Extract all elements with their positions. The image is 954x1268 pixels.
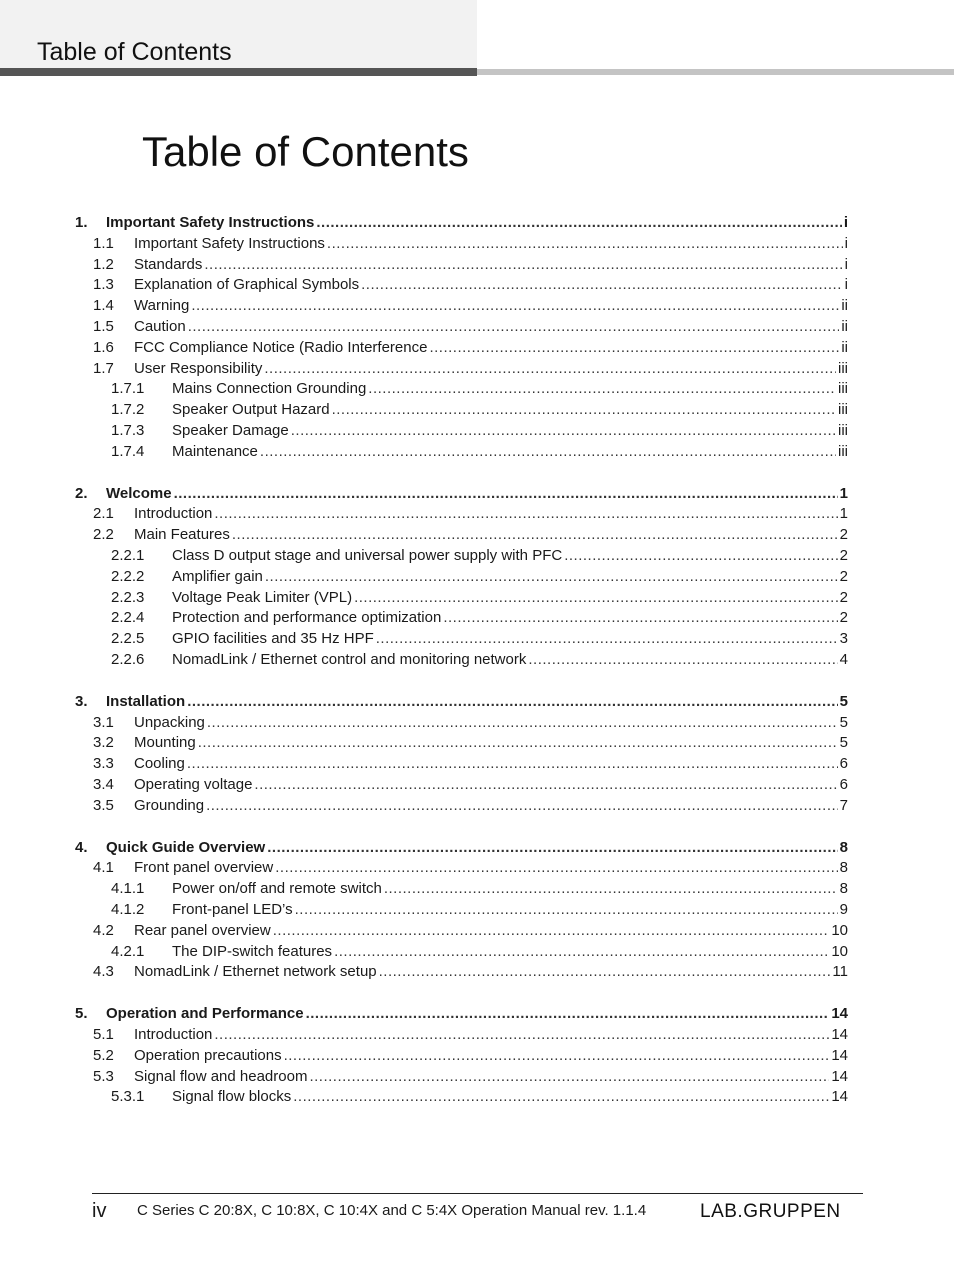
dot-leader bbox=[368, 379, 836, 399]
toc-entry-page: iii bbox=[838, 359, 848, 377]
toc-entry-label: Power on/off and remote switch bbox=[172, 880, 382, 898]
toc-entry-number: 4.2.1 bbox=[111, 942, 145, 960]
toc-entry-leader bbox=[172, 879, 848, 899]
toc-entry-page: 10 bbox=[831, 942, 848, 960]
dot-leader bbox=[443, 608, 837, 628]
toc-entry-number: 3.4 bbox=[93, 776, 114, 793]
toc-entry-label: Standards bbox=[134, 255, 203, 273]
toc-entry-page: 2 bbox=[839, 609, 848, 627]
toc-entry-label: Voltage Peak Limiter (VPL) bbox=[172, 588, 353, 606]
toc-entry-label: The DIP-switch features bbox=[172, 942, 333, 960]
toc-entry-label: Welcome bbox=[106, 484, 172, 502]
dot-leader bbox=[265, 567, 838, 587]
toc-entry-label: Main Features bbox=[134, 526, 230, 544]
toc-entry-leader bbox=[134, 359, 848, 379]
toc-entry-number: 4.1.1 bbox=[111, 880, 145, 898]
toc-entry-leader bbox=[134, 962, 848, 982]
footer-manual-title: C Series C 20:8X, C 10:8X, C 10:4X and C 5:4X Operation Manual rev. 1.1.4 bbox=[137, 1202, 647, 1219]
toc-entry[interactable] bbox=[0, 317, 954, 337]
dot-leader bbox=[306, 1004, 830, 1024]
dot-leader bbox=[284, 1046, 830, 1066]
toc-entry-label: Amplifier gain bbox=[172, 567, 263, 585]
toc-entry-number: 5.2 bbox=[93, 1046, 114, 1064]
toc-entry[interactable] bbox=[0, 359, 954, 379]
toc-entry-number: 1.4 bbox=[93, 297, 114, 315]
toc-entry-number: 4.2 bbox=[93, 921, 114, 939]
toc-entry-leader bbox=[134, 317, 848, 337]
toc-entry-leader bbox=[134, 525, 848, 545]
toc-entry-number: 1.7.4 bbox=[111, 442, 145, 460]
toc-entry-label: NomadLink / Ethernet control and monitoring network bbox=[172, 651, 527, 668]
header-section-title: Table of Contents bbox=[37, 38, 232, 66]
toc-entry-leader bbox=[134, 733, 848, 753]
toc-entry-leader bbox=[134, 275, 848, 295]
toc-entry-page: ii bbox=[841, 318, 848, 335]
toc-entry-page: 5 bbox=[839, 734, 848, 752]
toc-entry-label: Mounting bbox=[134, 734, 196, 752]
toc-entry[interactable] bbox=[0, 421, 954, 441]
dot-leader bbox=[528, 650, 837, 670]
toc-entry[interactable] bbox=[0, 255, 954, 275]
toc-entry-label: Installation bbox=[106, 692, 186, 710]
dot-leader bbox=[293, 1087, 829, 1107]
toc-entry-label: Signal flow and headroom bbox=[134, 1067, 308, 1085]
toc-entry-page: 14 bbox=[831, 1026, 848, 1043]
toc-entry-leader bbox=[172, 608, 848, 628]
dot-leader bbox=[291, 421, 836, 441]
toc-entry-label: Important Safety Instructions bbox=[134, 234, 325, 252]
toc-entry-label: Explanation of Graphical Symbols bbox=[134, 276, 360, 294]
toc-entry-number: 1.7 bbox=[93, 359, 114, 377]
toc-entry-leader bbox=[134, 1067, 848, 1087]
toc-entry[interactable] bbox=[0, 213, 954, 233]
toc-entry[interactable] bbox=[0, 1067, 954, 1087]
toc-entry-label: User Responsibility bbox=[134, 359, 263, 377]
toc-entry-number: 2.2 bbox=[93, 526, 114, 544]
toc-entry-label: Rear panel overview bbox=[134, 921, 271, 939]
dot-leader bbox=[273, 921, 830, 941]
toc-entry-number: 5. bbox=[75, 1005, 88, 1023]
toc-entry-number: 2.2.1 bbox=[111, 547, 145, 564]
toc-entry-page: 14 bbox=[831, 1088, 848, 1106]
toc-entry-label: Front panel overview bbox=[134, 859, 274, 877]
dot-leader bbox=[206, 796, 838, 816]
toc-entry[interactable] bbox=[0, 858, 954, 878]
toc-entry[interactable] bbox=[0, 692, 954, 712]
toc-entry-leader bbox=[172, 629, 848, 649]
toc-entry-label: Introduction bbox=[134, 505, 213, 523]
toc-entry-leader bbox=[134, 1046, 848, 1066]
dot-leader bbox=[198, 733, 838, 753]
toc-entry-page: iii bbox=[838, 442, 848, 460]
toc-entry-label: Mains Connection Grounding bbox=[172, 380, 367, 398]
toc-entry-page: 6 bbox=[839, 755, 848, 773]
toc-entry-leader bbox=[106, 484, 848, 504]
toc-entry-page: i bbox=[844, 255, 848, 273]
toc-entry-page: 7 bbox=[839, 796, 848, 814]
toc-entry-label: Maintenance bbox=[172, 442, 258, 460]
toc-entry[interactable] bbox=[0, 1004, 954, 1024]
toc-entry-page: 8 bbox=[839, 859, 848, 877]
toc-entry[interactable] bbox=[0, 296, 954, 316]
toc-entry-number: 2.2.3 bbox=[111, 588, 145, 606]
toc-entry-page: 10 bbox=[831, 921, 848, 939]
toc-entry[interactable] bbox=[0, 546, 954, 566]
toc-entry-number: 3.5 bbox=[93, 796, 114, 814]
toc-entry-label: Speaker Damage bbox=[172, 422, 289, 439]
toc-entry-number: 3. bbox=[75, 692, 88, 710]
toc-entry-leader bbox=[134, 234, 848, 254]
toc-entry-label: Grounding bbox=[134, 796, 205, 814]
toc-entry[interactable] bbox=[0, 338, 954, 358]
toc-entry-leader bbox=[134, 921, 848, 941]
toc-entry[interactable] bbox=[0, 942, 954, 962]
toc-entry-label: GPIO facilities and 35 Hz HPF bbox=[172, 630, 374, 648]
dot-leader bbox=[174, 484, 838, 504]
toc-entry-page: 1 bbox=[839, 505, 848, 523]
toc-entry[interactable] bbox=[0, 650, 954, 670]
toc-entry-page: 6 bbox=[839, 776, 848, 793]
toc-entry-number: 3.3 bbox=[93, 755, 114, 773]
toc-entry-number: 1.7.1 bbox=[111, 380, 145, 398]
dot-leader bbox=[191, 296, 839, 316]
toc-entry-number: 2.2.6 bbox=[111, 651, 145, 668]
toc-entry-page: ii bbox=[841, 338, 848, 356]
toc-entry[interactable] bbox=[0, 713, 954, 733]
toc-entry-leader bbox=[106, 692, 848, 712]
toc-entry-label: Class D output stage and universal power supply with PFC bbox=[172, 547, 563, 564]
toc-entry-leader bbox=[134, 713, 848, 733]
toc-entry-label: Signal flow blocks bbox=[172, 1088, 292, 1106]
toc-entry-label: Unpacking bbox=[134, 713, 205, 731]
toc-entry-leader bbox=[134, 858, 848, 878]
toc-entry[interactable] bbox=[0, 775, 954, 795]
toc-entry-leader bbox=[106, 213, 848, 233]
toc-entry-label: Quick Guide Overview bbox=[106, 838, 266, 856]
toc-entry-leader bbox=[172, 588, 848, 608]
toc-entry-page: 9 bbox=[839, 901, 848, 918]
dot-leader bbox=[254, 775, 837, 795]
toc-entry[interactable] bbox=[0, 588, 954, 608]
dot-leader bbox=[232, 525, 838, 545]
toc-entry-page: 2 bbox=[839, 547, 848, 564]
toc-entry-page: 8 bbox=[839, 838, 848, 856]
toc-entry-number: 2. bbox=[75, 484, 88, 502]
toc-entry[interactable] bbox=[0, 879, 954, 899]
toc-entry-leader bbox=[172, 942, 848, 962]
dot-leader bbox=[316, 213, 841, 233]
dot-leader bbox=[564, 546, 837, 566]
footer-rule bbox=[92, 1193, 863, 1194]
toc-entry[interactable] bbox=[0, 733, 954, 753]
toc-entry-number: 2.2.2 bbox=[111, 567, 145, 585]
dot-leader bbox=[267, 838, 837, 858]
toc-entry[interactable] bbox=[0, 400, 954, 420]
toc-entry-leader bbox=[134, 255, 848, 275]
toc-entry-leader bbox=[172, 400, 848, 420]
dot-leader bbox=[260, 442, 836, 462]
toc-entry[interactable] bbox=[0, 754, 954, 774]
dot-leader bbox=[309, 1067, 829, 1087]
toc-entry-number: 4.1 bbox=[93, 859, 114, 877]
toc-entry[interactable] bbox=[0, 504, 954, 524]
toc-entry-number: 1.2 bbox=[93, 255, 114, 273]
toc-entry-page: 8 bbox=[839, 880, 848, 898]
dot-leader bbox=[187, 692, 837, 712]
toc-entry[interactable] bbox=[0, 921, 954, 941]
toc-entry-label: Operation precautions bbox=[134, 1046, 282, 1064]
toc-entry-page: i bbox=[844, 276, 848, 294]
toc-entry[interactable] bbox=[0, 484, 954, 504]
toc-entry-label: Operation and Performance bbox=[106, 1005, 304, 1023]
toc-entry-page: iii bbox=[838, 422, 848, 439]
toc-entry-leader bbox=[134, 796, 848, 816]
toc-entry-page: 2 bbox=[839, 526, 848, 544]
toc-entry-leader bbox=[134, 296, 848, 316]
toc-entry-page: 4 bbox=[839, 651, 848, 668]
toc-entry-number: 1.7.2 bbox=[111, 401, 145, 419]
toc-entry-number: 1.5 bbox=[93, 318, 114, 335]
dot-leader bbox=[429, 338, 839, 358]
header-rule-dark bbox=[0, 68, 477, 76]
toc-entry-number: 1. bbox=[75, 214, 88, 231]
dot-leader bbox=[264, 359, 836, 379]
dot-leader bbox=[187, 754, 838, 774]
dot-leader bbox=[327, 234, 843, 254]
dot-leader bbox=[204, 255, 842, 275]
toc-entry-page: ii bbox=[841, 297, 848, 315]
dot-leader bbox=[295, 900, 838, 920]
toc-entry-label: Warning bbox=[134, 297, 190, 315]
toc-entry-leader bbox=[172, 900, 848, 920]
page-title: Table of Contents bbox=[142, 128, 469, 175]
toc-entry-number: 1.7.3 bbox=[111, 422, 145, 439]
toc-entry-number: 3.1 bbox=[93, 713, 114, 731]
toc-entry[interactable] bbox=[0, 608, 954, 628]
toc-entry[interactable] bbox=[0, 962, 954, 982]
toc-entry-label: Important Safety Instructions bbox=[106, 214, 315, 231]
toc-entry-number: 1.3 bbox=[93, 276, 114, 294]
toc-entry-page: i bbox=[844, 234, 848, 252]
dot-leader bbox=[214, 504, 837, 524]
toc-entry-label: Operating voltage bbox=[134, 776, 253, 793]
toc-entry-number: 2.1 bbox=[93, 505, 114, 523]
toc-entry[interactable] bbox=[0, 838, 954, 858]
toc-entry-number: 4.1.2 bbox=[111, 901, 145, 918]
toc-entry-page: 14 bbox=[831, 1005, 848, 1023]
toc-entry-label: Introduction bbox=[134, 1026, 213, 1043]
toc-entry-page: 1 bbox=[839, 484, 848, 502]
toc-entry-leader bbox=[134, 775, 848, 795]
toc-entry-leader bbox=[172, 442, 848, 462]
brand-logo: LAB.GRUPPEN bbox=[700, 1201, 841, 1222]
toc-entry-number: 1.6 bbox=[93, 338, 114, 356]
header-rule-light bbox=[477, 69, 954, 75]
toc-entry-leader bbox=[172, 650, 848, 670]
dot-leader bbox=[379, 962, 831, 982]
toc-entry-leader bbox=[172, 567, 848, 587]
dot-leader bbox=[334, 942, 829, 962]
toc-entry-number: 1.1 bbox=[93, 234, 114, 252]
toc-entry-page: 2 bbox=[839, 567, 848, 585]
dot-leader bbox=[275, 858, 837, 878]
toc-entry[interactable] bbox=[0, 525, 954, 545]
toc-entry-page: 5 bbox=[839, 692, 848, 710]
toc-entry[interactable] bbox=[0, 1046, 954, 1066]
dot-leader bbox=[188, 317, 840, 337]
toc-entry-page: iii bbox=[838, 401, 848, 419]
dot-leader bbox=[332, 400, 836, 420]
dot-leader bbox=[214, 1025, 829, 1045]
dot-leader bbox=[376, 629, 838, 649]
toc-entry-leader bbox=[172, 546, 848, 566]
toc-entry-label: NomadLink / Ethernet network setup bbox=[134, 963, 377, 981]
toc-entry-page: 5 bbox=[839, 713, 848, 731]
toc-entry[interactable] bbox=[0, 275, 954, 295]
toc-entry-label: Speaker Output Hazard bbox=[172, 401, 330, 419]
toc-entry[interactable] bbox=[0, 1025, 954, 1045]
toc-entry-leader bbox=[134, 504, 848, 524]
toc-entry-page: 2 bbox=[839, 588, 848, 606]
toc-entry-leader bbox=[172, 1087, 848, 1107]
dot-leader bbox=[384, 879, 838, 899]
toc-entry-label: Protection and performance optimization bbox=[172, 609, 442, 627]
toc-entry-label: Cooling bbox=[134, 755, 185, 773]
toc-entry-page: 14 bbox=[831, 1046, 848, 1064]
toc-entry[interactable] bbox=[0, 900, 954, 920]
toc-entry-leader bbox=[106, 838, 848, 858]
dot-leader bbox=[207, 713, 838, 733]
toc-entry[interactable] bbox=[0, 567, 954, 587]
toc-entry-number: 2.2.4 bbox=[111, 609, 145, 627]
toc-entry-number: 3.2 bbox=[93, 734, 114, 752]
toc-entry-page: 14 bbox=[831, 1067, 848, 1085]
toc-entry-number: 2.2.5 bbox=[111, 630, 145, 648]
toc-entry-page: i bbox=[843, 214, 848, 231]
toc-entry[interactable] bbox=[0, 379, 954, 399]
toc-entry-label: Front-panel LED’s bbox=[172, 901, 293, 918]
toc-entry-leader bbox=[134, 338, 848, 358]
toc-entry[interactable] bbox=[0, 442, 954, 462]
toc-entry-leader bbox=[172, 379, 848, 399]
toc-entry[interactable] bbox=[0, 629, 954, 649]
toc-entry-label: Caution bbox=[134, 318, 186, 335]
toc-entry-leader bbox=[106, 1004, 848, 1024]
toc-entry-label: FCC Compliance Notice (Radio Interference bbox=[134, 338, 428, 356]
toc-entry-number: 4. bbox=[75, 838, 88, 856]
toc-entry-leader bbox=[134, 1025, 848, 1045]
toc-entry-leader bbox=[172, 421, 848, 441]
toc-entry-leader bbox=[134, 754, 848, 774]
dot-leader bbox=[361, 275, 843, 295]
toc-entry[interactable] bbox=[0, 234, 954, 254]
toc-entry-page: 3 bbox=[839, 630, 848, 648]
footer-page-number: iv bbox=[92, 1200, 107, 1222]
toc-entry-number: 4.3 bbox=[93, 963, 114, 981]
toc-entry-number: 5.3 bbox=[93, 1067, 114, 1085]
toc-entry-page: iii bbox=[838, 380, 848, 398]
toc-entry-page: 11 bbox=[832, 963, 848, 981]
toc-entry-number: 5.1 bbox=[93, 1026, 114, 1043]
toc-entry[interactable] bbox=[0, 1087, 954, 1107]
dot-leader bbox=[354, 588, 838, 608]
toc-entry[interactable] bbox=[0, 796, 954, 816]
toc-entry-number: 5.3.1 bbox=[111, 1088, 145, 1106]
